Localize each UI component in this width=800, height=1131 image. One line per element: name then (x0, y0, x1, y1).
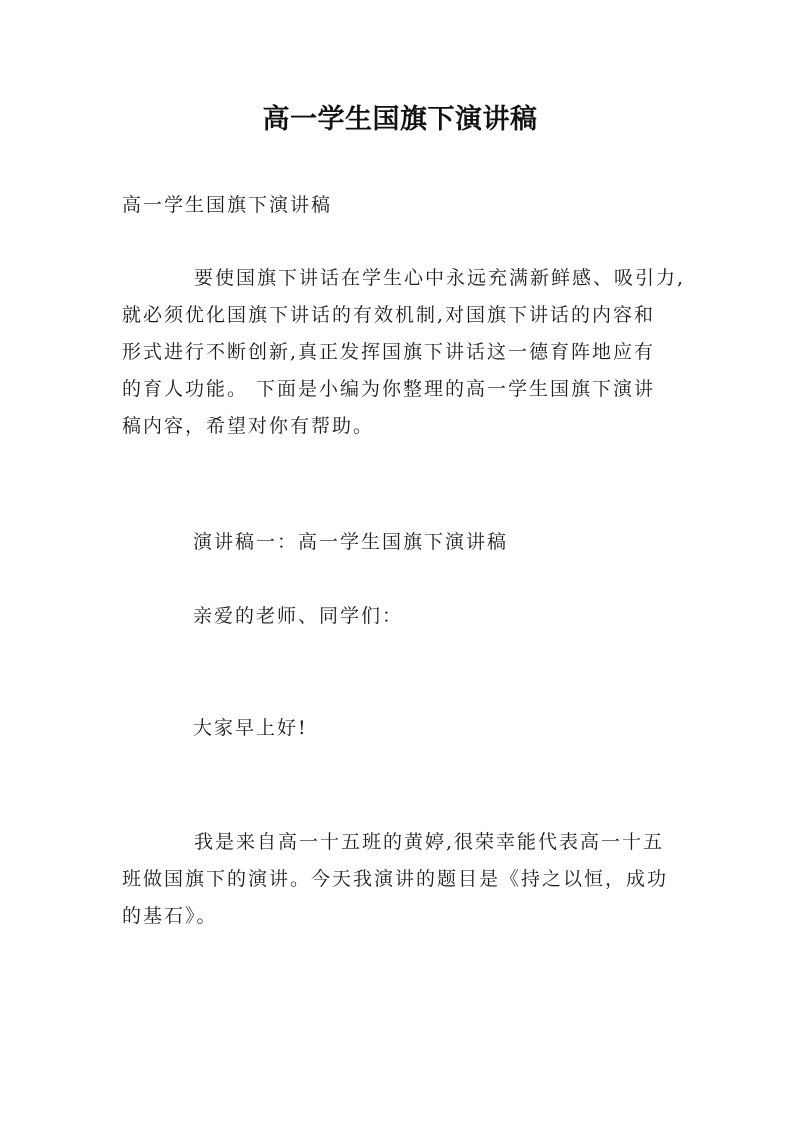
document-title: 高一学生国旗下演讲稿 (262, 104, 538, 135)
intro-paragraph (122, 260, 686, 445)
section-heading: 演讲稿一：高一学生国旗下演讲稿 (193, 531, 509, 553)
body-line-1: 我是来自高一十五班的黄婷,很荣幸能代表高一十五 (194, 831, 665, 853)
intro-line-4: 的育人功能。 下面是小编为你整理的高一学生国旗下演讲 (122, 378, 656, 400)
subtitle-text: 高一学生国旗下演讲稿 (122, 194, 333, 216)
greeting-line: 亲爱的老师、同学们： (193, 605, 404, 627)
intro-line-3: 形式进行不断创新,真正发挥国旗下讲话这一德育阵地应有 (122, 341, 656, 363)
document-subtitle (122, 187, 682, 224)
intro-line-1: 要使国旗下讲话在学生心中永远充满新鲜感、吸引力, (194, 267, 686, 289)
intro-line-2: 就必须优化国旗下讲话的有效机制,对国旗下讲话的内容和 (122, 304, 656, 326)
morning-greeting: 大家早上好! (193, 717, 308, 739)
body-paragraph (122, 824, 682, 935)
intro-line-5: 稿内容，希望对你有帮助。 (122, 415, 375, 437)
body-line-3: 的基石》。 (122, 905, 218, 927)
body-line-2: 班做国旗下的演讲。今天我演讲的题目是《持之以恒，成功 (122, 868, 669, 890)
